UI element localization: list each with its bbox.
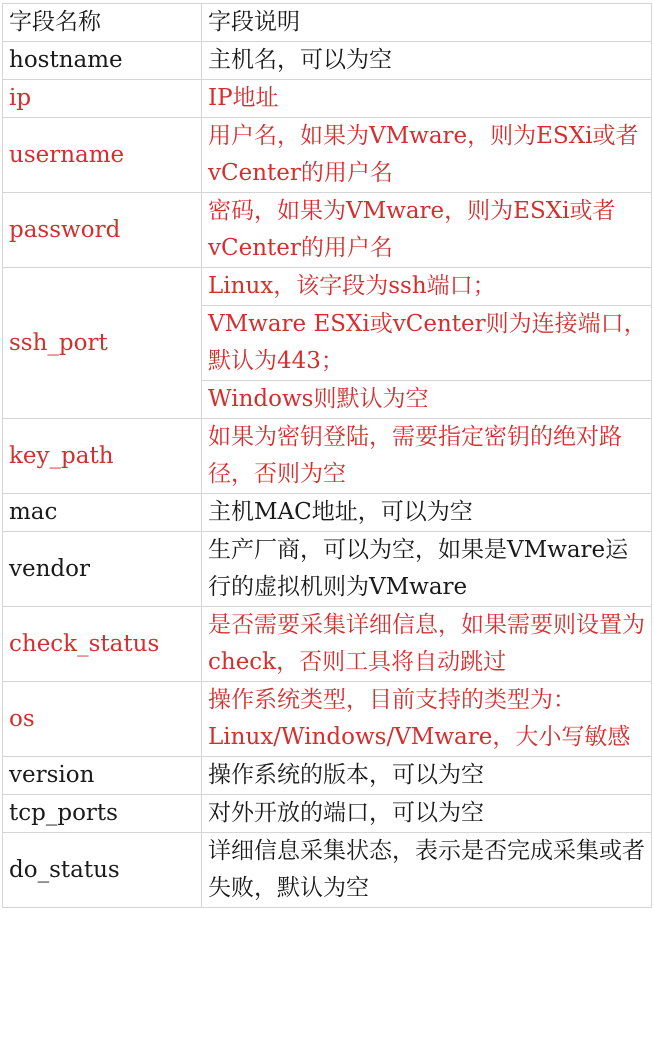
table-row <box>3 532 652 607</box>
table-row <box>3 268 652 306</box>
field-desc: IP地址 <box>202 80 652 118</box>
field-desc: 生产厂商，可以为空，如果是VMware运行的虚拟机则为VMware <box>202 532 652 607</box>
field-desc: 如果为密钥登陆，需要指定密钥的绝对路径，否则为空 <box>202 419 652 494</box>
field-name: ip <box>3 80 202 118</box>
field-desc-windows: Windows则默认为空 <box>202 381 652 419</box>
header-field-desc: 字段说明 <box>202 4 652 42</box>
table-row <box>3 795 652 833</box>
field-name: check_status <box>3 607 202 682</box>
field-desc: 是否需要采集详细信息，如果需要则设置为check，否则工具将自动跳过 <box>202 607 652 682</box>
field-name: key_path <box>3 419 202 494</box>
field-desc: 详细信息采集状态，表示是否完成采集或者失败，默认为空 <box>202 833 652 908</box>
field-desc: 操作系统类型，目前支持的类型为：Linux/Windows/VMware，大小写敏感 <box>202 682 652 757</box>
field-name: mac <box>3 494 202 532</box>
field-desc-linux: Linux，该字段为ssh端口； <box>202 268 652 306</box>
table-row <box>3 80 652 118</box>
header-field-name: 字段名称 <box>3 4 202 42</box>
table-row <box>3 118 652 193</box>
fields-table <box>2 3 652 908</box>
field-name: version <box>3 757 202 795</box>
table-row <box>3 757 652 795</box>
field-desc: 用户名，如果为VMware，则为ESXi或者vCenter的用户名 <box>202 118 652 193</box>
table-header-row <box>3 4 652 42</box>
field-desc: 主机名，可以为空 <box>202 42 652 80</box>
field-name: password <box>3 193 202 268</box>
table-row <box>3 833 652 908</box>
table-row <box>3 607 652 682</box>
table-row <box>3 494 652 532</box>
field-desc: 主机MAC地址，可以为空 <box>202 494 652 532</box>
field-name: do_status <box>3 833 202 908</box>
table-row <box>3 193 652 268</box>
field-desc: 操作系统的版本，可以为空 <box>202 757 652 795</box>
field-name: ssh_port <box>3 268 202 419</box>
field-name: tcp_ports <box>3 795 202 833</box>
field-name: hostname <box>3 42 202 80</box>
field-name: os <box>3 682 202 757</box>
table-row <box>3 682 652 757</box>
table-row <box>3 419 652 494</box>
field-desc: 对外开放的端口，可以为空 <box>202 795 652 833</box>
table-row <box>3 42 652 80</box>
field-name: vendor <box>3 532 202 607</box>
field-desc: 密码，如果为VMware，则为ESXi或者vCenter的用户名 <box>202 193 652 268</box>
field-name: username <box>3 118 202 193</box>
field-desc-vmware: VMware ESXi或vCenter则为连接端口，默认为443； <box>202 306 652 381</box>
